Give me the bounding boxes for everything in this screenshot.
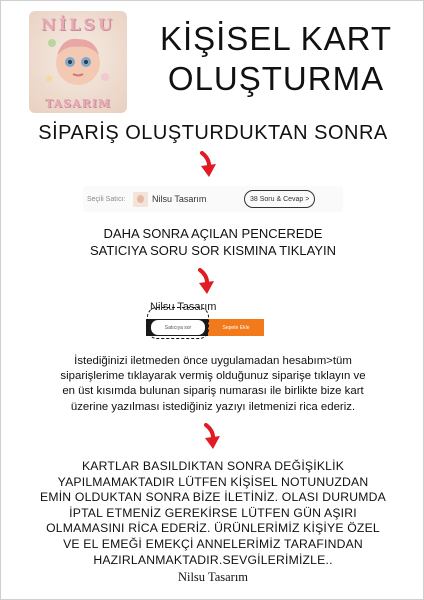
instructions-line: üzerine yazılması istediğiniz yazıyı iletmenizi rica ederiz. [70, 400, 356, 413]
add-to-cart-button: Sepete Ekle [208, 319, 264, 336]
ask-seller-screenshot [146, 299, 264, 341]
notice-line: İPTAL ETMENİZ GEREKİRSE LÜTFEN GÜN AŞIRI [69, 505, 357, 520]
seller-name: Nilsu Tasarım [152, 194, 207, 204]
notice-line: HAZIRLANMAKTADIR.SEVGİLERİMİZLE.. [93, 552, 333, 567]
qa-link-button: 38 Soru & Cevap > [244, 190, 315, 208]
notice-line: VE EL EMEĞİ EMEKÇİ ANNELERİMİZ TARAFINDAN [63, 536, 363, 551]
step-two-line: DAHA SONRA AÇILAN PENCEREDE [103, 226, 323, 241]
ask-box-seller-name: Nilsu Tasarım [150, 301, 217, 313]
logo-bottom-text: TASARIM [44, 97, 112, 110]
instructions-line: İstediğinizi iletmeden önce uygulamadan hesabım>tüm [74, 355, 352, 367]
signature: Nilsu Tasarım [177, 570, 249, 584]
curved-down-arrow-icon [201, 423, 223, 451]
title-line: KİŞİSEL KART [159, 20, 393, 57]
notice-line: KARTLAR BASILDIKTAN SONRA DEĞİŞİKLİK [81, 459, 345, 473]
baby-face-icon [43, 31, 113, 93]
notice-line: EMİN OLDUKTAN SONRA BİZE İLETİNİZ. OLASI DURUMDA [40, 490, 386, 505]
step-two-line: SATICIYA SORU SOR KISMINA TIKLAYIN [89, 243, 337, 258]
step-two-heading [1, 225, 424, 259]
seller-label: Seçili Satıcı: [87, 195, 126, 203]
step-one-heading: SİPARİŞ OLUŞTURDUKTAN SONRA [38, 122, 388, 144]
seller-bar [83, 186, 343, 212]
title-line: OLUŞTURMA [167, 60, 385, 97]
seller-logo-icon [133, 192, 148, 207]
curved-down-arrow-icon [195, 268, 217, 296]
brand-logo [29, 11, 127, 113]
ask-seller-button: Satıcıya sor [151, 320, 205, 335]
page-title [131, 19, 421, 99]
highlight-dashed-outline [147, 307, 209, 339]
notice-line: YAPILMAMAKTADIR LÜTFEN KİŞİSEL NOTUNUZDAN [57, 474, 369, 489]
instructions-line: en üst kısımda bulunan sipariş numarası ile birlikte bize kart [62, 385, 364, 398]
curved-down-arrow-icon [197, 151, 219, 179]
notice-paragraph [19, 459, 407, 568]
instructions-paragraph [19, 354, 407, 415]
notice-line: OLMAMASINI RİCA EDERİZ. ÜRÜNLERİMİZ KİŞİYE ÖZEL [46, 521, 380, 536]
instructions-line: siparişlerime tıklayarak vermiş olduğunuz siparişe tıklayın ve [60, 370, 366, 383]
logo-top-text: NİLSU [41, 15, 115, 34]
